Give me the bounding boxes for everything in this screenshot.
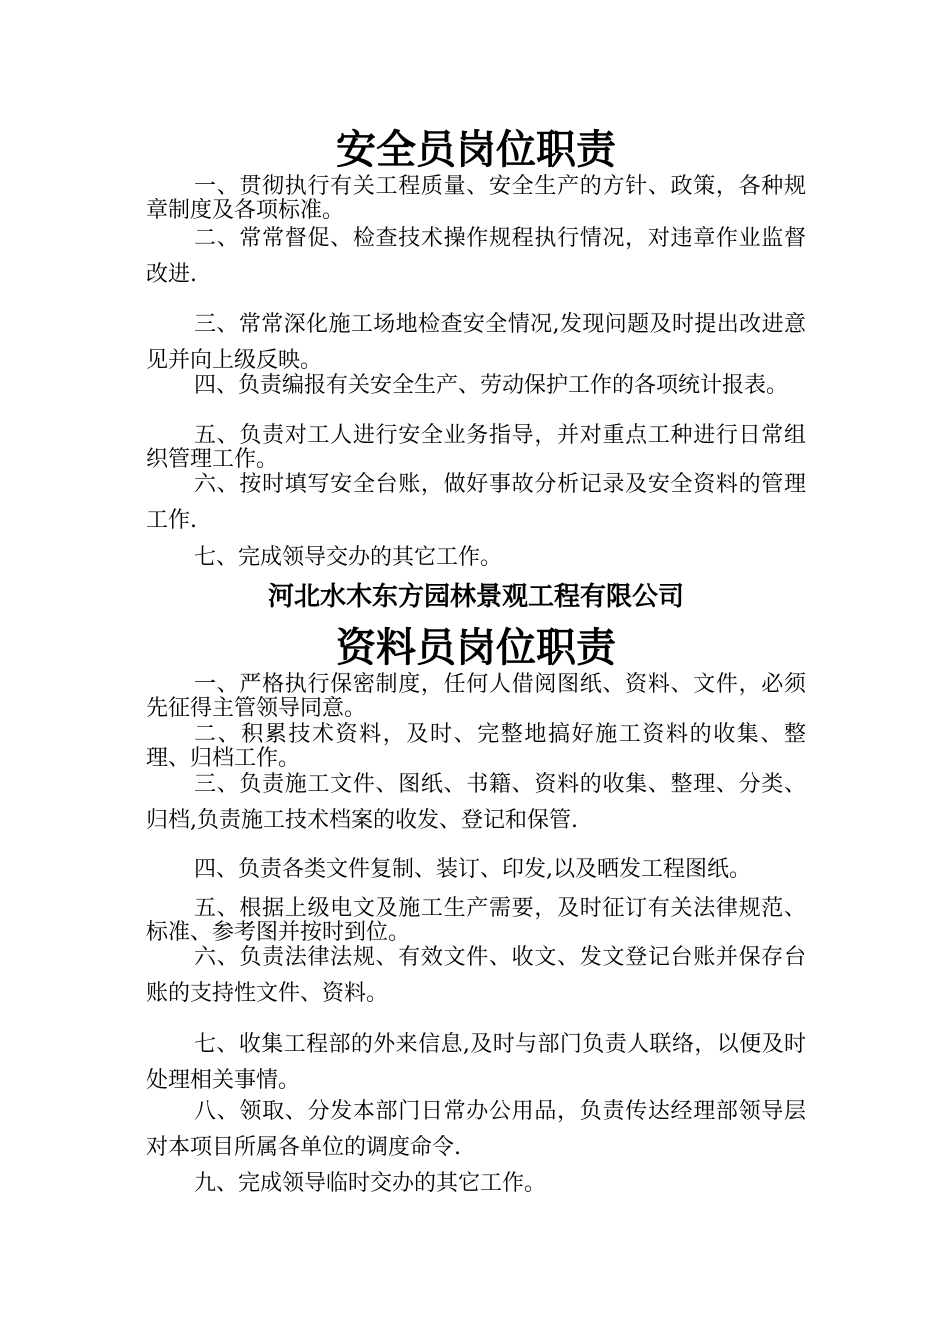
records-duty-9: 九、完成领导临时交办的其它工作。 [194, 1171, 547, 1196]
safety-duty-5: 五、负责对工人进行安全业务指导，并对重点工种进行日常组织管理工作。 [146, 423, 806, 472]
records-duty-6: 六、负责法律法规、有效文件、收文、发文登记台账并保存台账的支持性文件、资料。 [146, 945, 806, 1006]
records-duty-1: 一、严格执行保密制度，任何人借阅图纸、资料、文件，必须先征得主管领导同意。 [146, 672, 806, 721]
safety-duty-2: 二、常常督促、检查技术操作规程执行情况，对违章作业监督改进. [146, 226, 806, 287]
safety-officer-title: 安全员岗位职责 [336, 127, 616, 173]
records-duty-5: 五、根据上级电文及施工生产需要，及时征订有关法律规范、标准、参考图并按时到位。 [146, 896, 806, 945]
records-duty-8: 八、领取、分发本部门日常办公用品，负责传达经理部领导层对本项目所属各单位的调度命令. [146, 1099, 806, 1160]
records-clerk-title: 资料员岗位职责 [336, 625, 616, 671]
safety-duty-3: 三、常常深化施工场地检查安全情况,发现问题及时提出改进意见并向上级反映。 [146, 312, 806, 373]
records-duty-4: 四、负责各类文件复制、装订、印发,以及晒发工程图纸。 [194, 857, 751, 882]
safety-duty-6: 六、按时填写安全台账，做好事故分析记录及安全资料的管理工作. [146, 472, 806, 533]
records-duty-2: 二、积累技术资料，及时、完整地搞好施工资料的收集、整理、归档工作。 [146, 722, 806, 771]
safety-duty-1: 一、贯彻执行有关工程质量、安全生产的方针、政策，各种规章制度及各项标准。 [146, 174, 806, 223]
company-name: 河北水木东方园林景观工程有限公司 [267, 582, 684, 612]
records-duty-3: 三、负责施工文件、图纸、书籍、资料的收集、整理、分类、归档,负责施工技术档案的收发、登记和保管. [146, 772, 806, 833]
safety-duty-7: 七、完成领导交办的其它工作。 [194, 545, 503, 570]
safety-duty-4: 四、负责编报有关安全生产、劳动保护工作的各项统计报表。 [194, 373, 789, 398]
records-duty-7: 七、收集工程部的外来信息,及时与部门负责人联络，以便及时处理相关事情。 [146, 1032, 806, 1093]
